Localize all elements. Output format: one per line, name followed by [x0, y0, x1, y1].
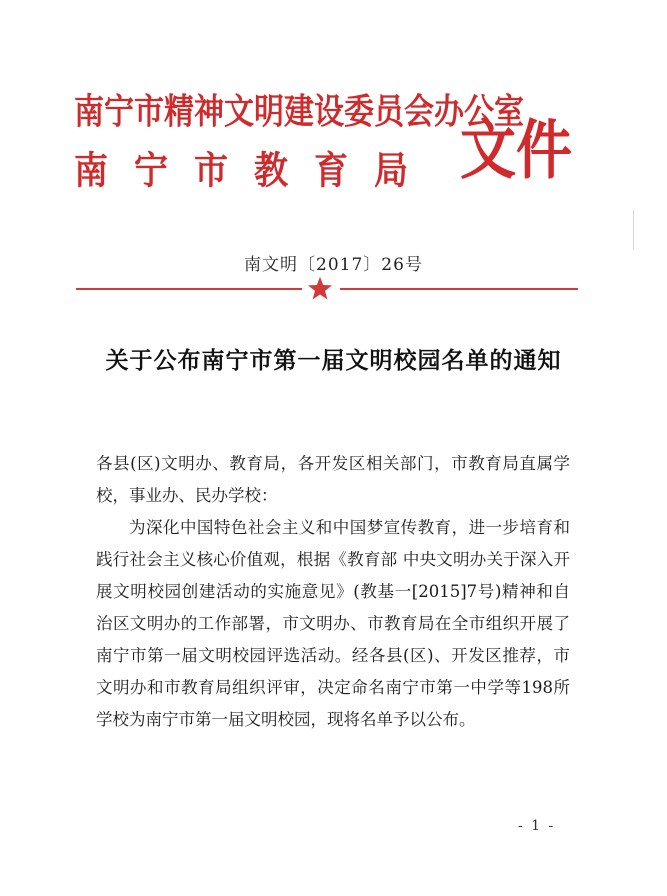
- issuer-line-2: 南宁市教育局: [74, 148, 434, 194]
- page-number: - 1 -: [518, 818, 556, 834]
- document-title: 关于公布南宁市第一届文明校园名单的通知: [105, 347, 562, 374]
- document-body: [96, 448, 570, 736]
- document-number: 南文明〔2017〕26号: [244, 255, 423, 275]
- document-word: 文件: [460, 112, 572, 189]
- salutation: 各县(区)文明办、教育局，各开发区相关部门，市教育局直属学校，事业办、民办学校：: [96, 454, 570, 505]
- scan-edge-mark: [633, 210, 634, 250]
- body-paragraph: 为深化中国特色社会主义和中国梦宣传教育，进一步培育和践行社会主义核心价值观，根据《教育部 中央文明办关于深入开展文明校园创建活动的实施意见》(教基一[2015]7号)精神和自治区文明办的工作部署，市文明办、市教育局在全市组织开展了南宁市第一届文明校园评选活动。经各县(区)、开发区推荐，市文明办和市教育局组织评审，决定命名南宁市第一中学等198所学校为南宁市第一届文明校园，现将名单予以公布。: [96, 518, 570, 729]
- star-icon: [306, 275, 334, 303]
- issuer-line-1: 南宁市精神文明建设委员会办公室: [74, 91, 524, 133]
- red-rule-right: [340, 288, 578, 290]
- red-rule-left: [76, 288, 302, 290]
